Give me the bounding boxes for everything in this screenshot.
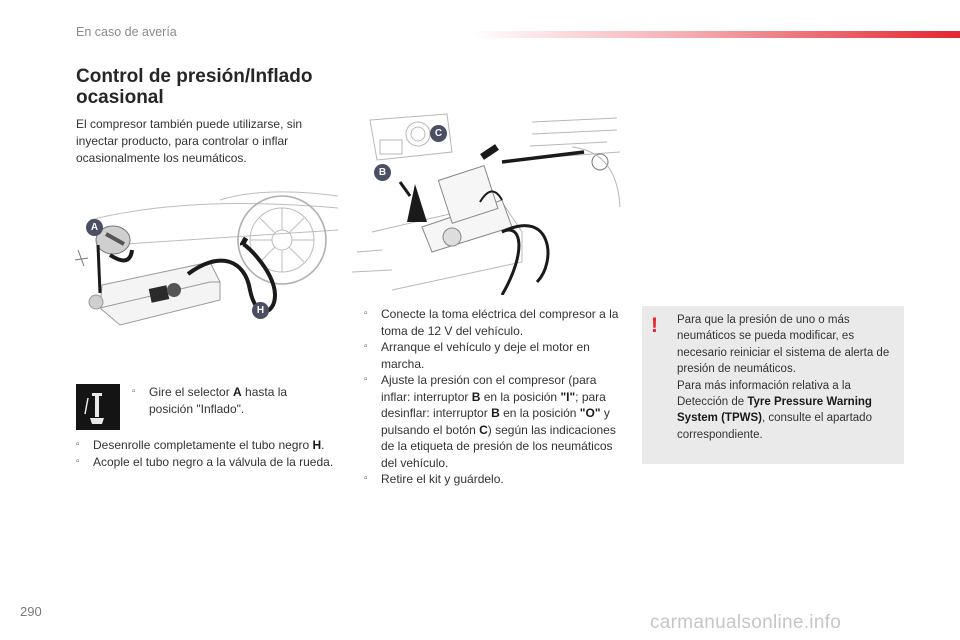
marker-h: H	[252, 302, 269, 319]
header-accent-bar	[470, 31, 960, 38]
compressor-dashboard-drawing	[352, 112, 622, 295]
intro-paragraph: El compresor también puede utilizarse, sin inyectar producto, para controlar o inflar ocasionalmente los neumáticos.	[76, 117, 303, 165]
step-2-item-1: ▫ Desenrolle completamente el tubo negro H.	[76, 438, 325, 452]
step-3-list	[364, 306, 620, 488]
step-1-item: ▫ Gire el selector A hasta la posición "Inflado".	[132, 385, 288, 416]
compressor-wheel-illustration	[70, 190, 338, 340]
step-3-item-2: ▫ Arranque el vehículo y deje el motor en marcha.	[364, 340, 590, 371]
marker-b: B	[374, 164, 391, 181]
step-3-item-4: ▫ Retire el kit y guárdelo.	[364, 472, 504, 486]
bullet-icon: ▫	[132, 386, 136, 397]
bullet-icon: ▫	[364, 341, 368, 352]
bullet-icon: ▫	[76, 439, 80, 450]
marker-c: C	[430, 125, 447, 142]
warning-note	[642, 306, 904, 464]
watermark: carmanualsonline.info	[650, 612, 842, 633]
step-1-list	[132, 384, 332, 417]
exclamation-icon: !	[651, 314, 658, 337]
bullet-icon: ▫	[364, 473, 368, 484]
bullet-icon: ▫	[76, 455, 80, 467]
step-2-item-2: ▫ Acople el tubo negro a la válvula de la rueda.	[76, 454, 334, 469]
page-number: 290	[20, 604, 42, 619]
selector-position-icon	[76, 384, 120, 430]
step-3-item-3: ▫ Ajuste la presión con el compresor (para inflar: interruptor B en la posición "I"; para desinflar: interruptor B en la posición "O" y pulsando el botón C) según las indicaciones de la etiqueta de presión de los neumáticos del vehículo.	[364, 373, 616, 470]
page-title: Control de presión/Inflado ocasional	[76, 66, 313, 108]
bullet-icon: ▫	[364, 308, 368, 319]
section-header: En caso de avería	[76, 25, 177, 39]
marker-a: A	[86, 219, 103, 236]
step-3-item-1: ▫ Conecte la toma eléctrica del compresor a la toma de 12 V del vehículo.	[364, 307, 619, 338]
bullet-icon: ▫	[364, 374, 368, 385]
step-2-list	[76, 437, 338, 470]
compressor-wheel-drawing	[70, 190, 338, 340]
note-text: Para que la presión de uno o más neumáticos se pueda modificar, es necesario reiniciar el sistema de alerta de presión de neumáticos. Para más información relativa a la Detección de Tyre Pressure Warning System (TPWS), consulte el apartado correspondiente.	[677, 314, 890, 441]
compressor-dashboard-illustration	[352, 112, 622, 295]
